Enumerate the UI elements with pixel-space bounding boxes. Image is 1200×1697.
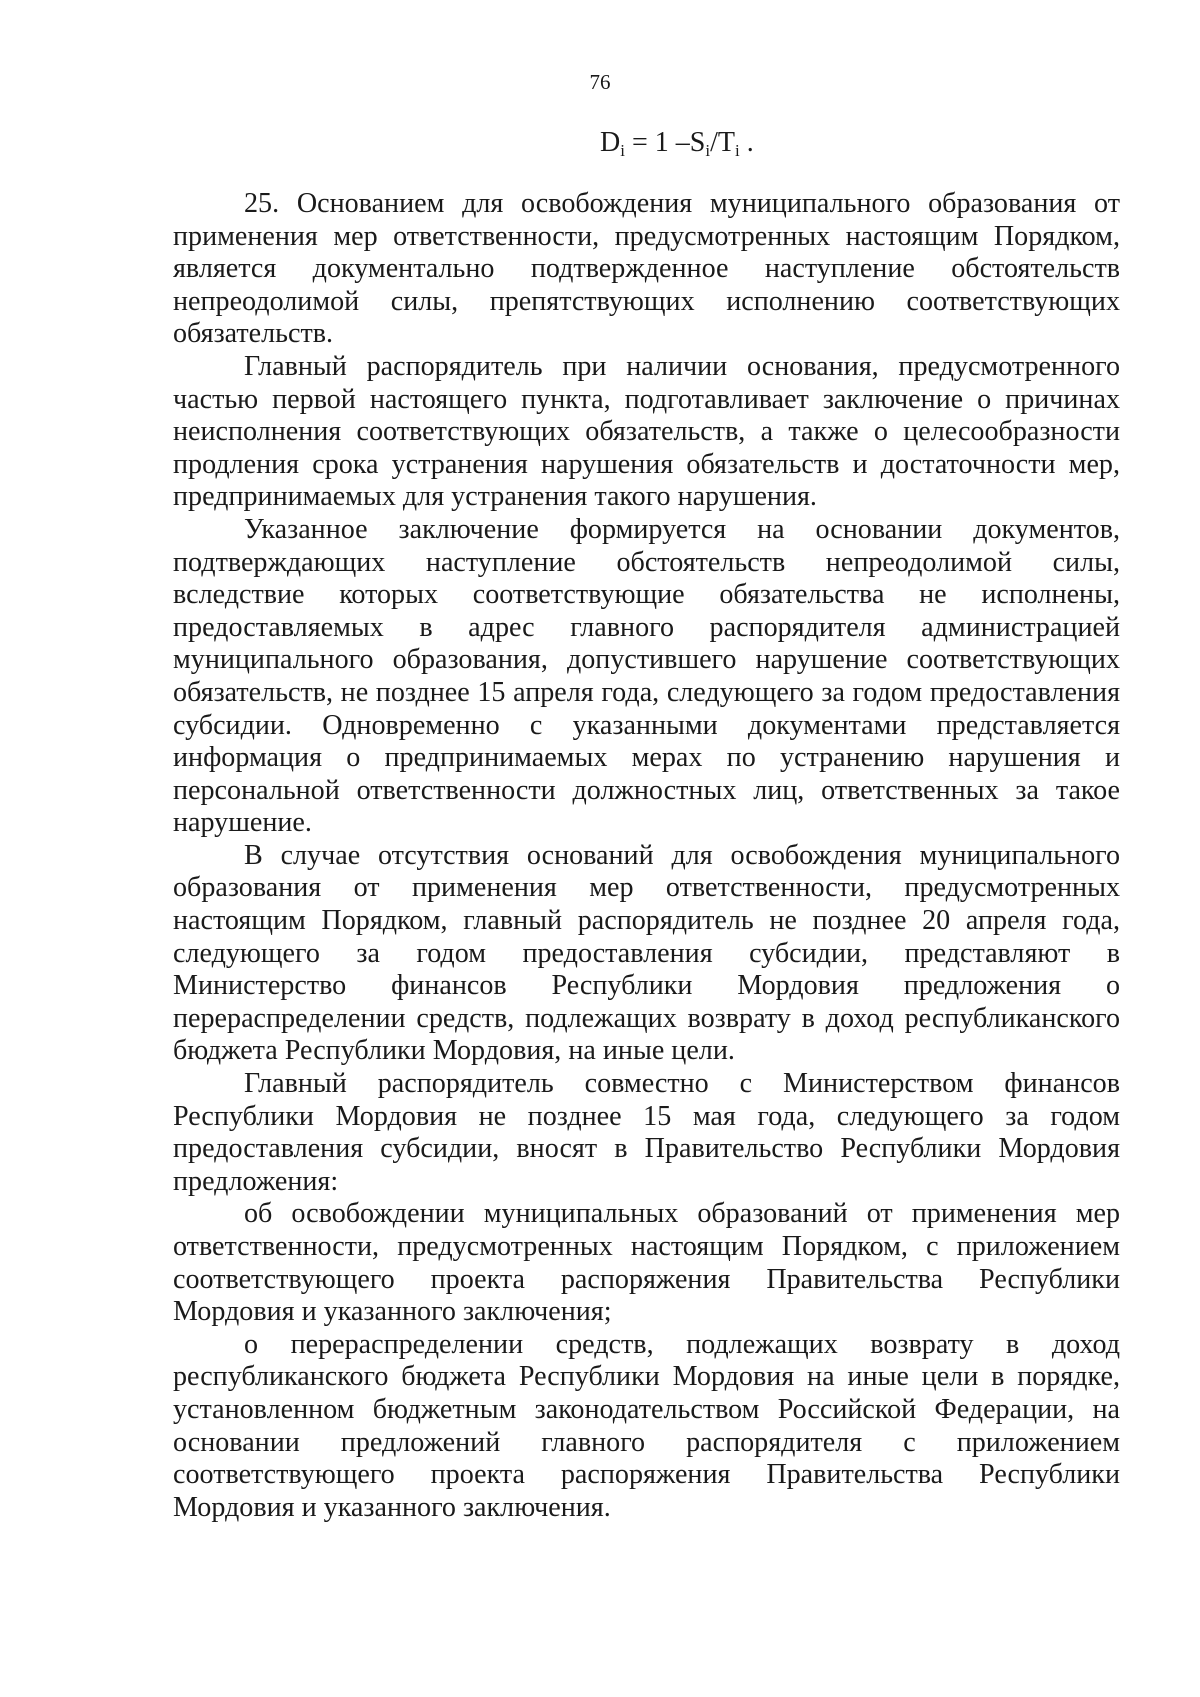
paragraph-proposal-exemption: об освобождении муниципальных образований от применения мер ответственности, предусмотренных настоящим Порядком, с приложением соответствующего проекта распоряжения Правительства Республики Мордовия и указанного заключения; (173, 1198, 1120, 1328)
paragraph-conclusion-documents: Указанное заключение формируется на основании документов, подтверждающих наступление обстоятельств непреодолимой силы, вследствие которых соответствующие обязательства не исполнены, предоставляемых в адрес главного распорядителя администрацией муниципального образования, допустившего нарушение соответствующих обязательств, не позднее 15 апреля года, следующего за годом предоставления субсидии. Одновременно с указанными документами представляется информация о предпринимаемых мерах по устранению нарушения и персональной ответственности должностных лиц, ответственных за такое нарушение. (173, 513, 1120, 839)
formula-equals-part: = 1 –S (624, 127, 706, 158)
paragraph-proposal-redistribution: о перераспределении средств, подлежащих возврату в доход республиканского бюджета Республики Мордовия на иные цели в порядке, установленном бюджетным законодательством Российской Федерации, на основании предложений главного распорядителя с приложением соответствующего проекта распоряжения Правительства Республики Мордовия и указанного заключения. (173, 1328, 1120, 1523)
formula-d: D (600, 127, 621, 158)
formula (600, 125, 754, 161)
formula-tail: . (739, 127, 754, 158)
paragraph-25-basis: 25. Основанием для освобождения муниципального образования от применения мер ответственности, предусмотренных настоящим Порядком, является документально подтвержденное наступление обстоятельств непреодолимой силы, препятствующих исполнению соответствующих обязательств. (173, 188, 1120, 350)
formula-t-subscript: i (734, 141, 740, 160)
document-body (173, 188, 1120, 1524)
paragraph-proposals-intro: Главный распорядитель совместно с Министерством финансов Республики Мордовия не позднее 15 мая года, следующего за годом предоставления субсидии, вносят в Правительство Республики Мордовия предложения: (173, 1068, 1120, 1197)
page-number: 76 (589, 70, 611, 94)
formula-d-subscript: i (620, 141, 625, 160)
formula-divide-t: /T (710, 127, 735, 158)
paragraph-no-grounds: В случае отсутствия оснований для освобождения муниципального образования от применения мер ответственности, предусмотренных настоящим Порядком, главный распорядитель не позднее 20 апреля года, следующего за годом предоставления субсидии, представляют в Министерство финансов Республики Мордовия предложения о перераспределении средств, подлежащих возврату в доход республиканского бюджета Республики Мордовия, на иные цели. (173, 839, 1120, 1067)
formula-s-subscript: i (705, 141, 711, 160)
paragraph-conclusion-preparation: Главный распорядитель при наличии основания, предусмотренного частью первой настоящего пункта, подготавливает заключение о причинах неисполнения соответствующих обязательств, а также о целесообразности продления срока устранения нарушения обязательств и достаточности мер, предпринимаемых для устранения такого нарушения. (173, 350, 1120, 513)
